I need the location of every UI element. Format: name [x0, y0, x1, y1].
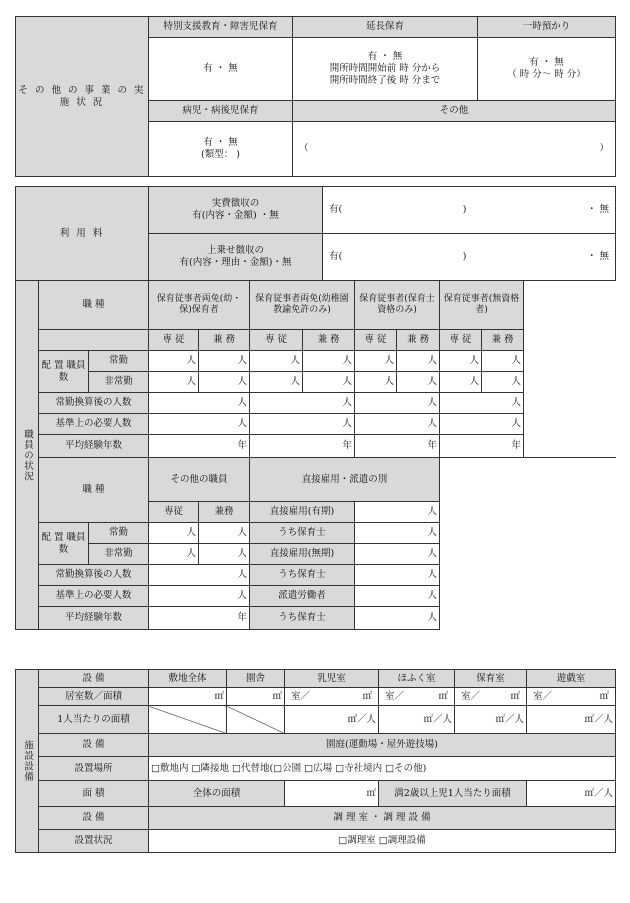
direct-permanent-nurse-value[interactable]: 人: [355, 565, 440, 586]
avg-years-label: 平均経験年数: [39, 435, 149, 458]
fac-col-play: 遊戯室: [527, 670, 616, 688]
sick-child-header: 病児・病後児保育: [149, 101, 293, 122]
actual-cost-value[interactable]: [323, 187, 616, 234]
direct-dispatch-header: 直接雇用・派遣の別: [250, 458, 440, 502]
extra-fee-none: ・ 無: [586, 251, 609, 263]
actual-cost-close: ): [462, 204, 467, 216]
req-3[interactable]: 人: [355, 414, 440, 435]
over2-area-label: 満2歳以上児1人当たり面積: [379, 781, 527, 807]
staff-col-kindergarten-license: 保育従事者両免(幼稚園教諭免許のみ): [250, 281, 355, 330]
play-per-person[interactable]: ㎡／人: [527, 706, 616, 734]
sick-child-yesno: 有 ・ 無: [203, 137, 238, 149]
ft-c7[interactable]: 人: [440, 351, 482, 372]
b-fte[interactable]: 人: [149, 565, 250, 586]
direct-permanent-nurse-label: うち保育士: [250, 565, 355, 586]
ft-c3[interactable]: 人: [250, 351, 303, 372]
nursery-rooms-m2: ㎡: [510, 690, 521, 702]
other-close-paren: ）: [599, 143, 609, 155]
rooms-area-label: 居室数／面積: [39, 688, 149, 706]
actual-cost-none: ・ 無: [586, 204, 609, 216]
infant-rooms-shitsu: 室／: [291, 690, 311, 702]
extra-fee-header-1: 上乗せ徴収の: [206, 245, 264, 257]
direct-fixed-label: 直接雇用(有期): [250, 502, 355, 523]
other-services-table: [15, 16, 616, 177]
yrs-1[interactable]: 年: [149, 435, 250, 458]
fte-3[interactable]: 人: [355, 393, 440, 414]
fte-1[interactable]: 人: [149, 393, 250, 414]
yrs-2[interactable]: 年: [250, 435, 355, 458]
extended-care-value[interactable]: [293, 38, 478, 101]
required-label: 基準上の必要人数: [39, 414, 149, 435]
b-req[interactable]: 人: [149, 586, 250, 607]
other-services-label: そ の 他 の 事 業 の 実 施 状 況: [16, 17, 149, 177]
extended-care-after: 開所時間終了後 時 分まで: [329, 74, 441, 86]
total-area-value[interactable]: ㎡: [285, 781, 379, 807]
extra-fee-open: 有(: [329, 251, 343, 263]
infant-rooms-m2: ㎡: [362, 690, 373, 702]
building-per-person-na: [227, 706, 285, 734]
senju-4: 専 従: [440, 330, 482, 351]
req-2[interactable]: 人: [250, 414, 355, 435]
nursery-rooms-shitsu: 室／: [461, 690, 481, 702]
staff-col-dual-license: 保育従事者両免(幼・保)保育者: [149, 281, 250, 330]
extra-fee-header: [149, 234, 323, 281]
b-kenmu: 兼務: [199, 502, 250, 523]
parttime-label: 非常勤: [89, 372, 149, 393]
fte-4[interactable]: 人: [440, 393, 524, 414]
staff-type-label-b: 職 種: [39, 458, 149, 523]
kitchen-header: 調 理 室 ・ 調 理 設 備: [149, 807, 616, 830]
pt-c7[interactable]: 人: [440, 372, 482, 393]
extended-care-yesno: 有 ・ 無: [367, 51, 403, 63]
kenmu-4: 兼 務: [482, 330, 524, 351]
other-open-paren: （: [299, 143, 309, 155]
pt-c8[interactable]: 人: [482, 372, 524, 393]
temporary-care-header: 一時預かり: [478, 17, 616, 38]
fac-col-infant: 乳児室: [285, 670, 379, 688]
crawl-rooms[interactable]: [379, 688, 455, 706]
pt-c6[interactable]: 人: [397, 372, 440, 393]
ft-c1[interactable]: 人: [149, 351, 199, 372]
playground-header: 園庭(運動場・屋外遊技場): [149, 734, 616, 757]
extended-care-header: 延長保育: [293, 17, 478, 38]
staff-col-unlicensed: 保育従事者(無資格者): [440, 281, 524, 330]
fac-col-nursery: 保育室: [455, 670, 527, 688]
area-label: 面 積: [39, 781, 149, 807]
temporary-care-hours: （ 時 分～ 時 分）: [507, 69, 586, 80]
staff-table-a: [15, 280, 616, 630]
sick-child-type: (類型： ): [201, 149, 240, 160]
crawl-rooms-shitsu: 室／: [385, 690, 405, 702]
actual-cost-open: 有(: [329, 204, 343, 216]
ft-c6[interactable]: 人: [397, 351, 440, 372]
b-ft-2[interactable]: 人: [199, 523, 250, 544]
facilities-table: [15, 669, 616, 853]
sick-child-value[interactable]: [149, 122, 293, 177]
b-ft-1[interactable]: 人: [149, 523, 199, 544]
site-per-person-na: [149, 706, 227, 734]
pt-c4[interactable]: 人: [303, 372, 355, 393]
temporary-care-value[interactable]: [478, 38, 616, 101]
fulltime-label: 常勤: [89, 351, 149, 372]
installation-label: 設置状況: [39, 830, 149, 853]
fees-table: [15, 186, 616, 281]
total-area-label: 全体の面積: [149, 781, 285, 807]
fees-label: 利 用 料: [16, 187, 149, 281]
fte-2[interactable]: 人: [250, 393, 355, 414]
actual-cost-header-1: 実費徴収の: [211, 198, 260, 210]
extended-care-before: 開所時間開始前 時 分から: [329, 63, 441, 75]
dispatch-nurse-value[interactable]: 人: [355, 607, 440, 630]
equipment-header-2: 設 備: [39, 734, 149, 757]
pt-c2[interactable]: 人: [199, 372, 250, 393]
crawl-rooms-m2: ㎡: [438, 690, 449, 702]
kenmu-2: 兼 務: [303, 330, 355, 351]
location-options[interactable]: □敷地内 □隣接地 □代替地(□公園 □広場 □寺社境内 □その他): [149, 757, 616, 781]
staff-col-nursery-license: 保育従事者(保育士資格のみ): [355, 281, 440, 330]
b-senju: 専従: [149, 502, 199, 523]
temporary-care-yesno: 有 ・ 無: [529, 57, 564, 69]
yrs-4[interactable]: 年: [440, 435, 524, 458]
fac-col-site: 敷地全体: [149, 670, 227, 688]
direct-permanent-label: 直接雇用(無期): [250, 544, 355, 565]
pt-c1[interactable]: 人: [149, 372, 199, 393]
ft-c2[interactable]: 人: [199, 351, 250, 372]
play-rooms-shitsu: 室／: [533, 690, 553, 702]
nursery-rooms[interactable]: [455, 688, 527, 706]
play-rooms-m2: ㎡: [599, 690, 610, 702]
installation-options[interactable]: □調理室 □調理設備: [149, 830, 616, 853]
kenmu-1: 兼 務: [199, 330, 250, 351]
extra-fee-value[interactable]: [323, 234, 616, 281]
fte-label: 常勤換算後の人数: [39, 393, 149, 414]
senju-2: 専 従: [250, 330, 303, 351]
fulltime-label-b: 常勤: [89, 523, 149, 544]
other-header: その他: [293, 101, 616, 122]
yrs-3[interactable]: 年: [355, 435, 440, 458]
avg-years-label-b: 平均経験年数: [39, 607, 149, 630]
parttime-label-b: 非常勤: [89, 544, 149, 565]
extra-fee-header-2: 有(内容・理由・金額)・無: [179, 257, 292, 268]
direct-fixed-nurse-label: うち保育士: [250, 523, 355, 544]
b-pt-1[interactable]: 人: [149, 544, 199, 565]
kenmu-3: 兼 務: [397, 330, 440, 351]
extra-fee-close: ): [462, 251, 467, 263]
direct-permanent-value[interactable]: 人: [355, 544, 440, 565]
equipment-header-1: 設 備: [39, 670, 149, 688]
special-support-value[interactable]: 有 ・ 無: [149, 38, 293, 101]
ft-c5[interactable]: 人: [355, 351, 397, 372]
req-1[interactable]: 人: [149, 414, 250, 435]
site-area[interactable]: ㎡: [149, 688, 227, 706]
dispatch-nurse-label: うち保育士: [250, 607, 355, 630]
staff-section-label: 職員の状況: [16, 281, 39, 630]
required-label-b: 基準上の必要人数: [39, 586, 149, 607]
facility-section-label: 施設設備: [16, 670, 39, 853]
pt-c5[interactable]: 人: [355, 372, 397, 393]
staff-type-label: 職 種: [39, 281, 149, 330]
over2-area-value[interactable]: ㎡／人: [527, 781, 616, 807]
fac-col-crawl: ほふく室: [379, 670, 455, 688]
placement-count-label: 配 置 職員数: [39, 351, 89, 393]
senju-1: 専 従: [149, 330, 199, 351]
other-staff-header: その他の職員: [149, 458, 250, 502]
fac-col-building: 園舎: [227, 670, 285, 688]
dispatch-label: 派遣労働者: [250, 586, 355, 607]
nursery-per-person[interactable]: ㎡／人: [455, 706, 527, 734]
infant-rooms[interactable]: [285, 688, 379, 706]
actual-cost-header-2: 有(内容・金額) ・無: [192, 210, 279, 221]
ft-c4[interactable]: 人: [303, 351, 355, 372]
ft-c8[interactable]: 人: [482, 351, 524, 372]
play-rooms[interactable]: [527, 688, 616, 706]
pt-c3[interactable]: 人: [250, 372, 303, 393]
req-4[interactable]: 人: [440, 414, 524, 435]
other-value[interactable]: [293, 122, 616, 177]
direct-fixed-value[interactable]: 人: [355, 502, 440, 523]
placement-count-label-b: 配 置 職員数: [39, 523, 89, 565]
b-yrs[interactable]: 年: [149, 607, 250, 630]
actual-cost-header: [149, 187, 323, 234]
b-pt-2[interactable]: 人: [199, 544, 250, 565]
fte-label-b: 常勤換算後の人数: [39, 565, 149, 586]
crawl-per-person[interactable]: ㎡／人: [379, 706, 455, 734]
dispatch-value[interactable]: 人: [355, 586, 440, 607]
special-support-header: 特別支援教育・障害児保育: [149, 17, 293, 38]
infant-per-person[interactable]: ㎡／人: [285, 706, 379, 734]
senju-3: 専 従: [355, 330, 397, 351]
direct-fixed-nurse-value[interactable]: 人: [355, 523, 440, 544]
equipment-header-3: 設 備: [39, 807, 149, 830]
building-area[interactable]: ㎡: [227, 688, 285, 706]
per-person-label: 1人当たりの面積: [39, 706, 149, 734]
location-label: 設置場所: [39, 757, 149, 781]
